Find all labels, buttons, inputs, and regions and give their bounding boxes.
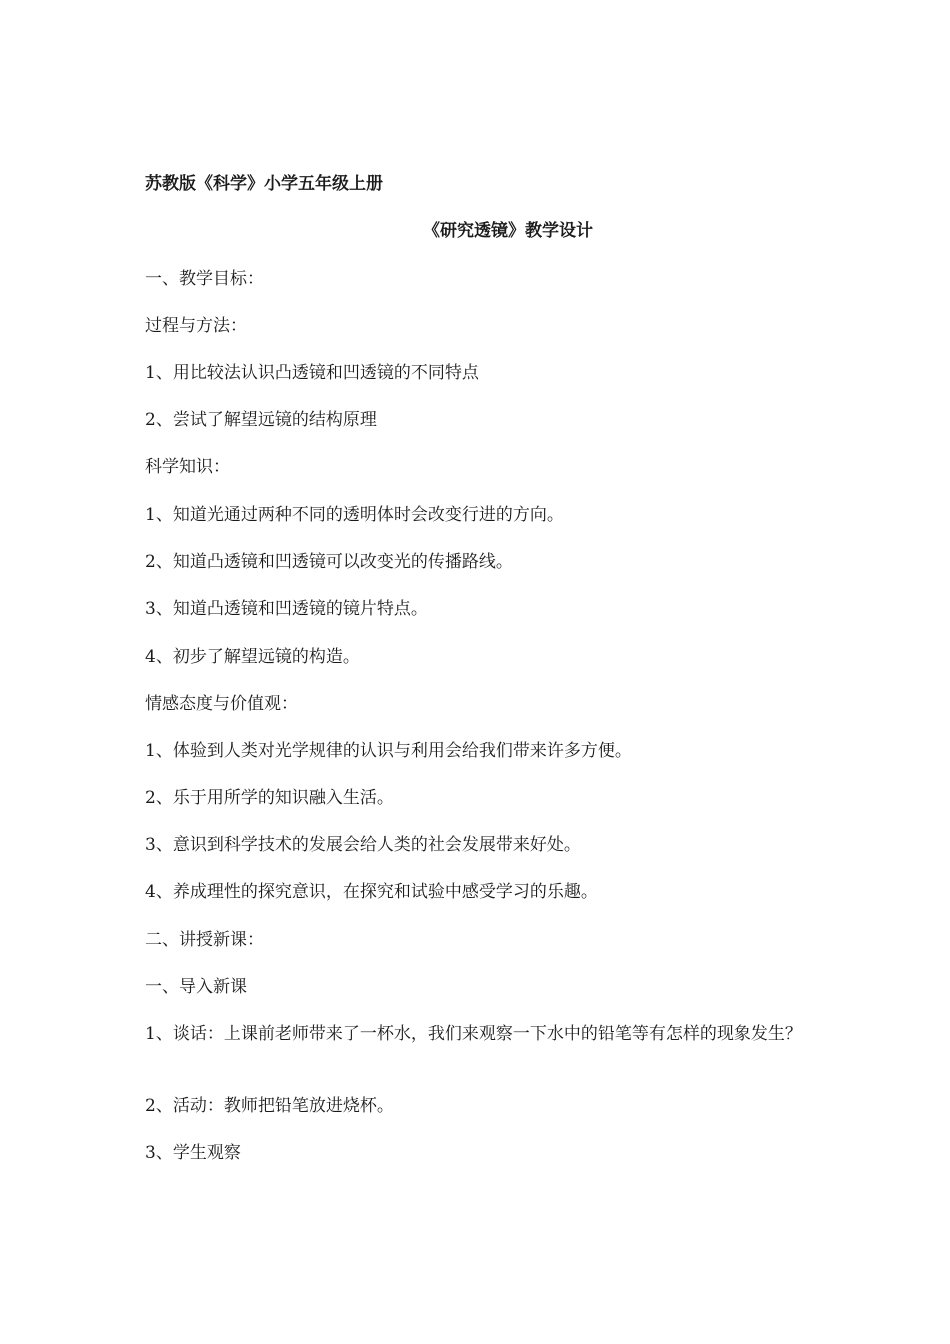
list-item: 1、知道光通过两种不同的透明体时会改变行进的方向。 [145, 505, 564, 525]
list-item: 1、体验到人类对光学规律的认识与利用会给我们带来许多方便。 [145, 741, 632, 761]
list-item: 2、尝试了解望远镜的结构原理 [145, 410, 377, 430]
subheading-attitude-values: 情感态度与价值观： [145, 694, 298, 714]
subheading-introduction: 一、导入新课 [145, 977, 247, 997]
list-item: 1、谈话：上课前老师带来了一杯水，我们来观察一下水中的铅笔等有怎样的现象发生？ [145, 1024, 802, 1044]
list-item: 3、学生观察 [145, 1143, 241, 1163]
subheading-science-knowledge: 科学知识： [145, 457, 230, 477]
list-item: 2、活动：教师把铅笔放进烧杯。 [145, 1096, 394, 1116]
document-title: 《研究透镜》教学设计 [423, 221, 593, 241]
list-item: 2、乐于用所学的知识融入生活。 [145, 788, 394, 808]
document-header: 苏教版《科学》小学五年级上册 [145, 174, 383, 194]
list-item: 3、知道凸透镜和凹透镜的镜片特点。 [145, 599, 428, 619]
subheading-process-method: 过程与方法： [145, 316, 247, 336]
list-item: 1、用比较法认识凸透镜和凹透镜的不同特点 [145, 363, 479, 383]
section-heading-objectives: 一、教学目标： [145, 269, 264, 289]
list-item: 4、初步了解望远镜的构造。 [145, 647, 360, 667]
list-item: 3、意识到科学技术的发展会给人类的社会发展带来好处。 [145, 835, 581, 855]
list-item: 2、知道凸透镜和凹透镜可以改变光的传播路线。 [145, 552, 513, 572]
section-heading-new-lesson: 二、讲授新课： [145, 930, 264, 950]
list-item: 4、养成理性的探究意识，在探究和试验中感受学习的乐趣。 [145, 882, 598, 902]
